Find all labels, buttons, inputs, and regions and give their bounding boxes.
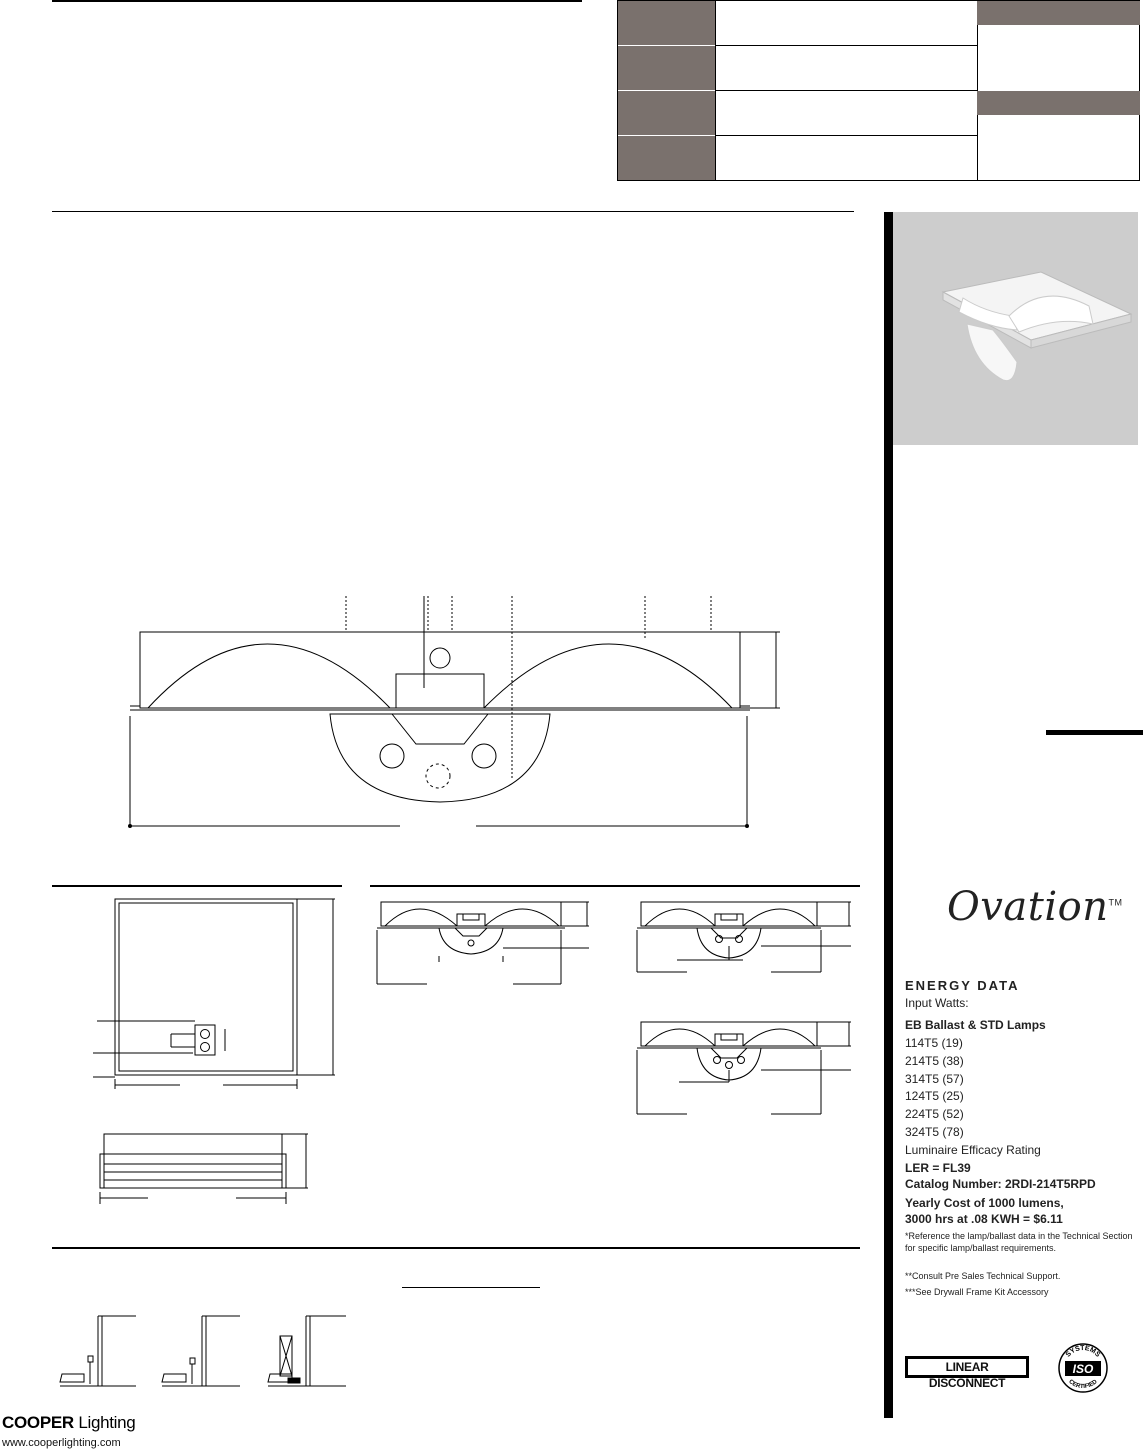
header-divider bbox=[715, 90, 977, 91]
header-right-bar bbox=[977, 91, 1140, 115]
watts-row: 124T5 (25) bbox=[905, 1089, 964, 1103]
ler-label: Luminaire Efficacy Rating bbox=[905, 1143, 1041, 1157]
section-rule bbox=[52, 211, 854, 212]
header-rule bbox=[52, 0, 582, 2]
yearly-cost-line-2: 3000 hrs at .08 KWH = $6.11 bbox=[905, 1212, 1063, 1226]
website-url[interactable]: www.cooperlighting.com bbox=[2, 1437, 121, 1449]
header-cell-3 bbox=[618, 91, 715, 135]
svg-text:ISO: ISO bbox=[1072, 1362, 1094, 1376]
sidebar-rule bbox=[1046, 730, 1143, 735]
note-2: **Consult Pre Sales Technical Support. bbox=[905, 1271, 1061, 1281]
section-small-b bbox=[635, 896, 865, 986]
note-3: ***See Drywall Frame Kit Accessory bbox=[905, 1287, 1049, 1297]
header-divider bbox=[715, 135, 977, 136]
mounting-details bbox=[56, 1312, 356, 1392]
section-small-a bbox=[373, 896, 603, 986]
ballast-heading: EB Ballast & STD Lamps bbox=[905, 1018, 1046, 1032]
input-watts-label: Input Watts: bbox=[905, 996, 969, 1010]
watts-row: 314T5 (57) bbox=[905, 1072, 964, 1086]
product-photo bbox=[893, 212, 1138, 445]
mounting-rule bbox=[52, 1247, 860, 1249]
cooper-lighting-logo: COOPER Lighting bbox=[2, 1413, 136, 1432]
header-cell-4 bbox=[618, 136, 715, 180]
watts-row: 214T5 (38) bbox=[905, 1054, 964, 1068]
lower-rule-right bbox=[370, 885, 860, 887]
catalog-number: Catalog Number: 2RDI-214T5RPD bbox=[905, 1177, 1096, 1191]
svg-text:SYSTEMS: SYSTEMS bbox=[1064, 1344, 1102, 1359]
watts-row: 224T5 (52) bbox=[905, 1107, 964, 1121]
iso-seal-icon bbox=[1057, 1342, 1109, 1394]
watts-row: 114T5 (19) bbox=[905, 1036, 963, 1050]
header-table bbox=[617, 0, 1140, 181]
watts-row: 324T5 (78) bbox=[905, 1125, 964, 1139]
section-drawing bbox=[120, 590, 780, 830]
ovation-logo: Ovation™ bbox=[947, 884, 1123, 930]
linear-disconnect-badge: LINEAR DISCONNECT bbox=[905, 1356, 1029, 1378]
luminaire-illustration bbox=[893, 212, 1138, 445]
header-right-bar bbox=[977, 1, 1140, 25]
section-small-c bbox=[635, 1016, 865, 1116]
iso-certified-badge bbox=[1057, 1342, 1109, 1394]
sidebar-bar bbox=[884, 212, 893, 1418]
plan-view-drawing bbox=[85, 893, 345, 1093]
header-divider bbox=[715, 45, 977, 46]
mounting-subrule bbox=[402, 1287, 540, 1288]
header-cell-1 bbox=[618, 1, 715, 45]
yearly-cost-line-1: Yearly Cost of 1000 lumens, bbox=[905, 1196, 1064, 1210]
energy-data-title: ENERGY DATA bbox=[905, 978, 1020, 993]
note-1: *Reference the lamp/ballast data in the Technical Section for specific lamp/ballast requirements. bbox=[905, 1231, 1133, 1253]
side-elevation-drawing bbox=[90, 1128, 320, 1208]
lower-rule-left bbox=[52, 885, 342, 887]
ler-value: LER = FL39 bbox=[905, 1161, 971, 1175]
svg-text:CERTIFIED: CERTIFIED bbox=[1067, 1378, 1099, 1391]
header-cell-2 bbox=[618, 46, 715, 90]
header-divider bbox=[715, 1, 716, 180]
